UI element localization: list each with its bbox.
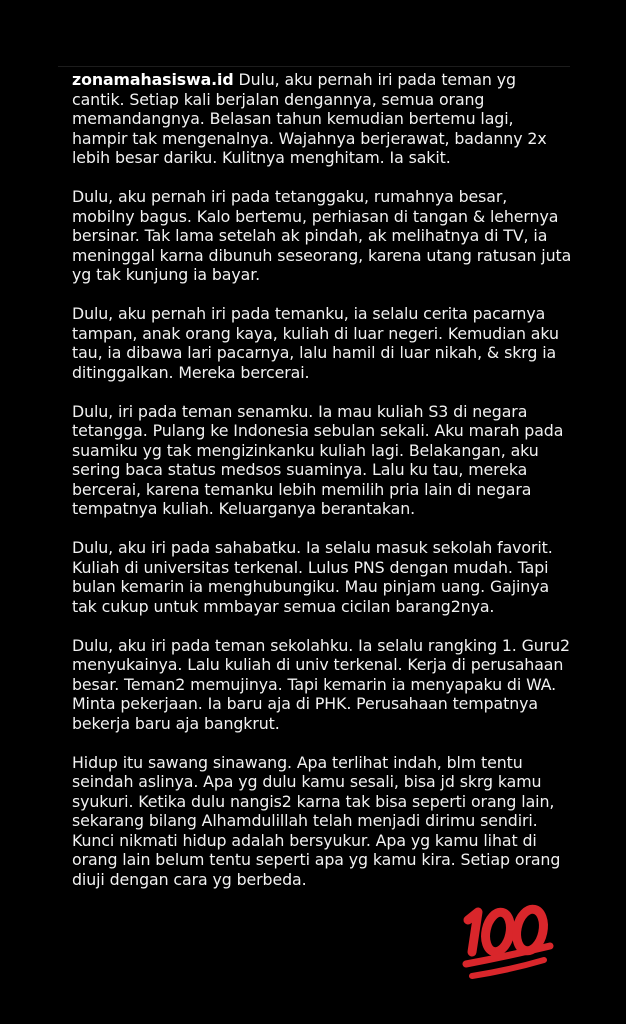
caption-paragraph-3: Dulu, aku pernah iri pada temanku, ia selalu cerita pacarnya tampan, anak orang kaya, kuliah di luar negeri. Kemudian aku tau, ia dibawa lari pacarnya, lalu hamil di luar nikah, & skrg ia ditinggalkan. Mereka bercerai.	[72, 304, 559, 382]
caption-paragraph-4: Dulu, iri pada teman senamku. Ia mau kuliah S3 di negara tetangga. Pulang ke Indonesia sebulan sekali. Aku marah pada suamiku yg tak mengizinkanku kuliah lagi. Belakangan, aku sering baca status medsos suaminya. Lalu ku tau, mereka bercerai, karena temanku lebih memilih pria lain di negara tempatnya kuliah. Keluarganya berantakan.	[72, 401, 564, 518]
post-caption	[72, 70, 572, 909]
username-link[interactable]: zonamahasiswa.id	[72, 70, 234, 89]
caption-text: Dulu, aku pernah iri pada teman yg cantik. Setiap kali berjalan dengannya, semua orang memandangnya. Belasan tahun kemudian bertemu lagi, hampir tak mengenalnya. Wajahnya berjerawat, badanny 2x lebih besar dariku. Kulitnya menghitam. Ia sakit.	[72, 70, 547, 167]
caption-paragraph-1	[72, 70, 572, 168]
caption-paragraph-5: Dulu, aku iri pada sahabatku. Ia selalu masuk sekolah favorit. Kuliah di universitas terkenal. Lulus PNS dengan mudah. Tapi bulan kemarin ia menghubungiku. Mau pinjam uang. Gajinya tak cukup untuk mmbayar semua cicilan barang2nya.	[72, 538, 553, 616]
caption-paragraph-6: Dulu, aku iri pada teman sekolahku. Ia selalu rangking 1. Guru2 menyukainya. Lalu kuliah di univ terkenal. Kerja di perusahaan besar. Teman2 memujinya. Tapi kemarin ia menyapaku di WA. Minta pekerjaan. Ia baru aja di PHK. Perusahaan tempatnya bekerja baru aja bangkrut.	[72, 635, 570, 733]
hundred-points-icon	[458, 890, 558, 982]
caption-paragraph-7: Hidup itu sawang sinawang. Apa terlihat indah, blm tentu seindah aslinya. Apa yg dulu kamu sesali, bisa jd skrg kamu syukuri. Ketika dulu nangis2 karna tak bisa seperti orang lain, sekarang bilang Alhamdulillah telah menjadi dirimu sendiri. Kunci nikmati hidup adalah bersyukur. Apa yg kamu lihat di orang lain belum tentu seperti apa yg kamu kira. Setiap orang diuji dengan cara yg berbeda.	[72, 752, 561, 889]
caption-paragraph-2: Dulu, aku pernah iri pada tetanggaku, rumahnya besar, mobilny bagus. Kalo bertemu, perhiasan di tangan & lehernya bersinar. Tak lama setelah ak pindah, ak melihatnya di TV, ia meninggal karna dibunuh seseorang, karena utang ratusan juta yg tak kunjung ia bayar.	[72, 187, 572, 284]
top-divider	[58, 66, 570, 67]
